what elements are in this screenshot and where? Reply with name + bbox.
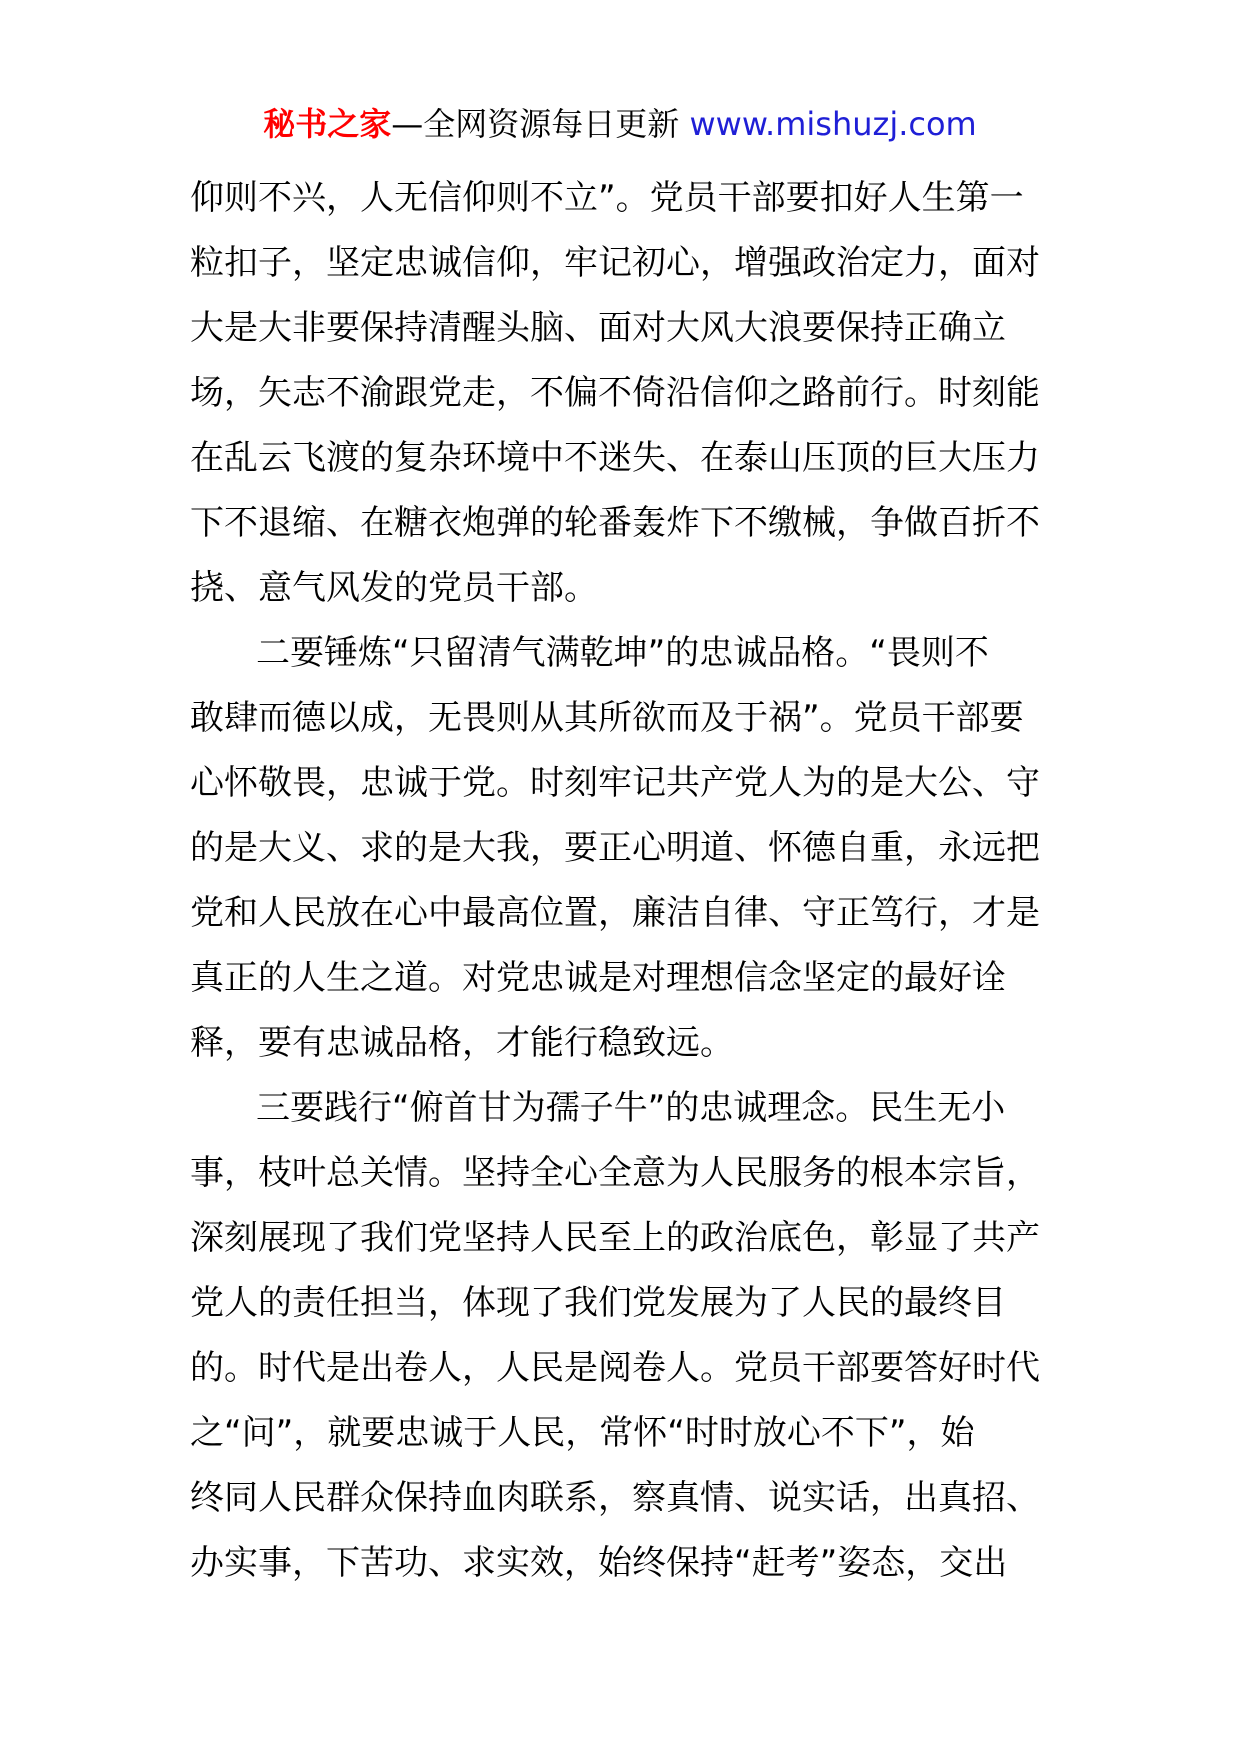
- text-line: 的是大义、求的是大我，要正心明道、怀德自重，永远把: [190, 828, 1040, 868]
- text-line: 挠、意气风发的党员干部。: [190, 568, 598, 608]
- text-line: 党人的责任担当，体现了我们党发展为了人民的最终目: [190, 1283, 1006, 1323]
- header-tagline: —全网资源每日更新: [391, 105, 690, 143]
- brand-name: 秘书之家: [263, 105, 392, 143]
- text-line: 粒扣子，坚定忠诚信仰，牢记初心，增强政治定力，面对: [190, 243, 1040, 283]
- text-line: 敢肆而德以成，无畏则从其所欲而及于祸”。党员干部要: [190, 698, 1024, 738]
- text-line: 办实事，下苦功、求实效，始终保持“赶考”姿态，交出: [190, 1543, 1008, 1583]
- text-line: 场，矢志不渝跟党走，不偏不倚沿信仰之路前行。时刻能: [190, 373, 1040, 413]
- text-line: 大是大非要保持清醒头脑、面对大风大浪要保持正确立: [190, 308, 1006, 348]
- site-url-link[interactable]: www.mishuzj.com: [689, 105, 977, 143]
- paragraph-start-line: 二要锤炼“只留清气满乾坤”的忠诚品格。“畏则不: [256, 633, 989, 673]
- text-line: 真正的人生之道。对党忠诚是对理想信念坚定的最好诠: [190, 958, 1006, 998]
- document-body: [190, 166, 1062, 1596]
- text-line: 心怀敬畏，忠诚于党。时刻牢记共产党人为的是大公、守: [190, 763, 1040, 803]
- text-line: 在乱云飞渡的复杂环境中不迷失、在泰山压顶的巨大压力: [190, 438, 1040, 478]
- text-line: 仰则不兴，人无信仰则不立”。党员干部要扣好人生第一: [190, 178, 1024, 218]
- page-header: [0, 102, 1240, 146]
- text-line: 党和人民放在心中最高位置，廉洁自律、守正笃行，才是: [190, 893, 1040, 933]
- text-line: 之“问”，就要忠诚于人民，常怀“时时放心不下”，始: [190, 1413, 975, 1453]
- text-line: 深刻展现了我们党坚持人民至上的政治底色，彰显了共产: [190, 1218, 1040, 1258]
- text-line: 下不退缩、在糖衣炮弹的轮番轰炸下不缴械，争做百折不: [190, 503, 1040, 543]
- text-line: 的。时代是出卷人，人民是阅卷人。党员干部要答好时代: [190, 1348, 1040, 1388]
- text-line: 终同人民群众保持血肉联系，察真情、说实话，出真招、: [190, 1478, 1040, 1518]
- text-line: 事，枝叶总关情。坚持全心全意为人民服务的根本宗旨，: [190, 1153, 1040, 1193]
- text-line: 释，要有忠诚品格，才能行稳致远。: [190, 1023, 734, 1063]
- paragraph-start-line: 三要践行“俯首甘为孺子牛”的忠诚理念。民生无小: [256, 1088, 1006, 1128]
